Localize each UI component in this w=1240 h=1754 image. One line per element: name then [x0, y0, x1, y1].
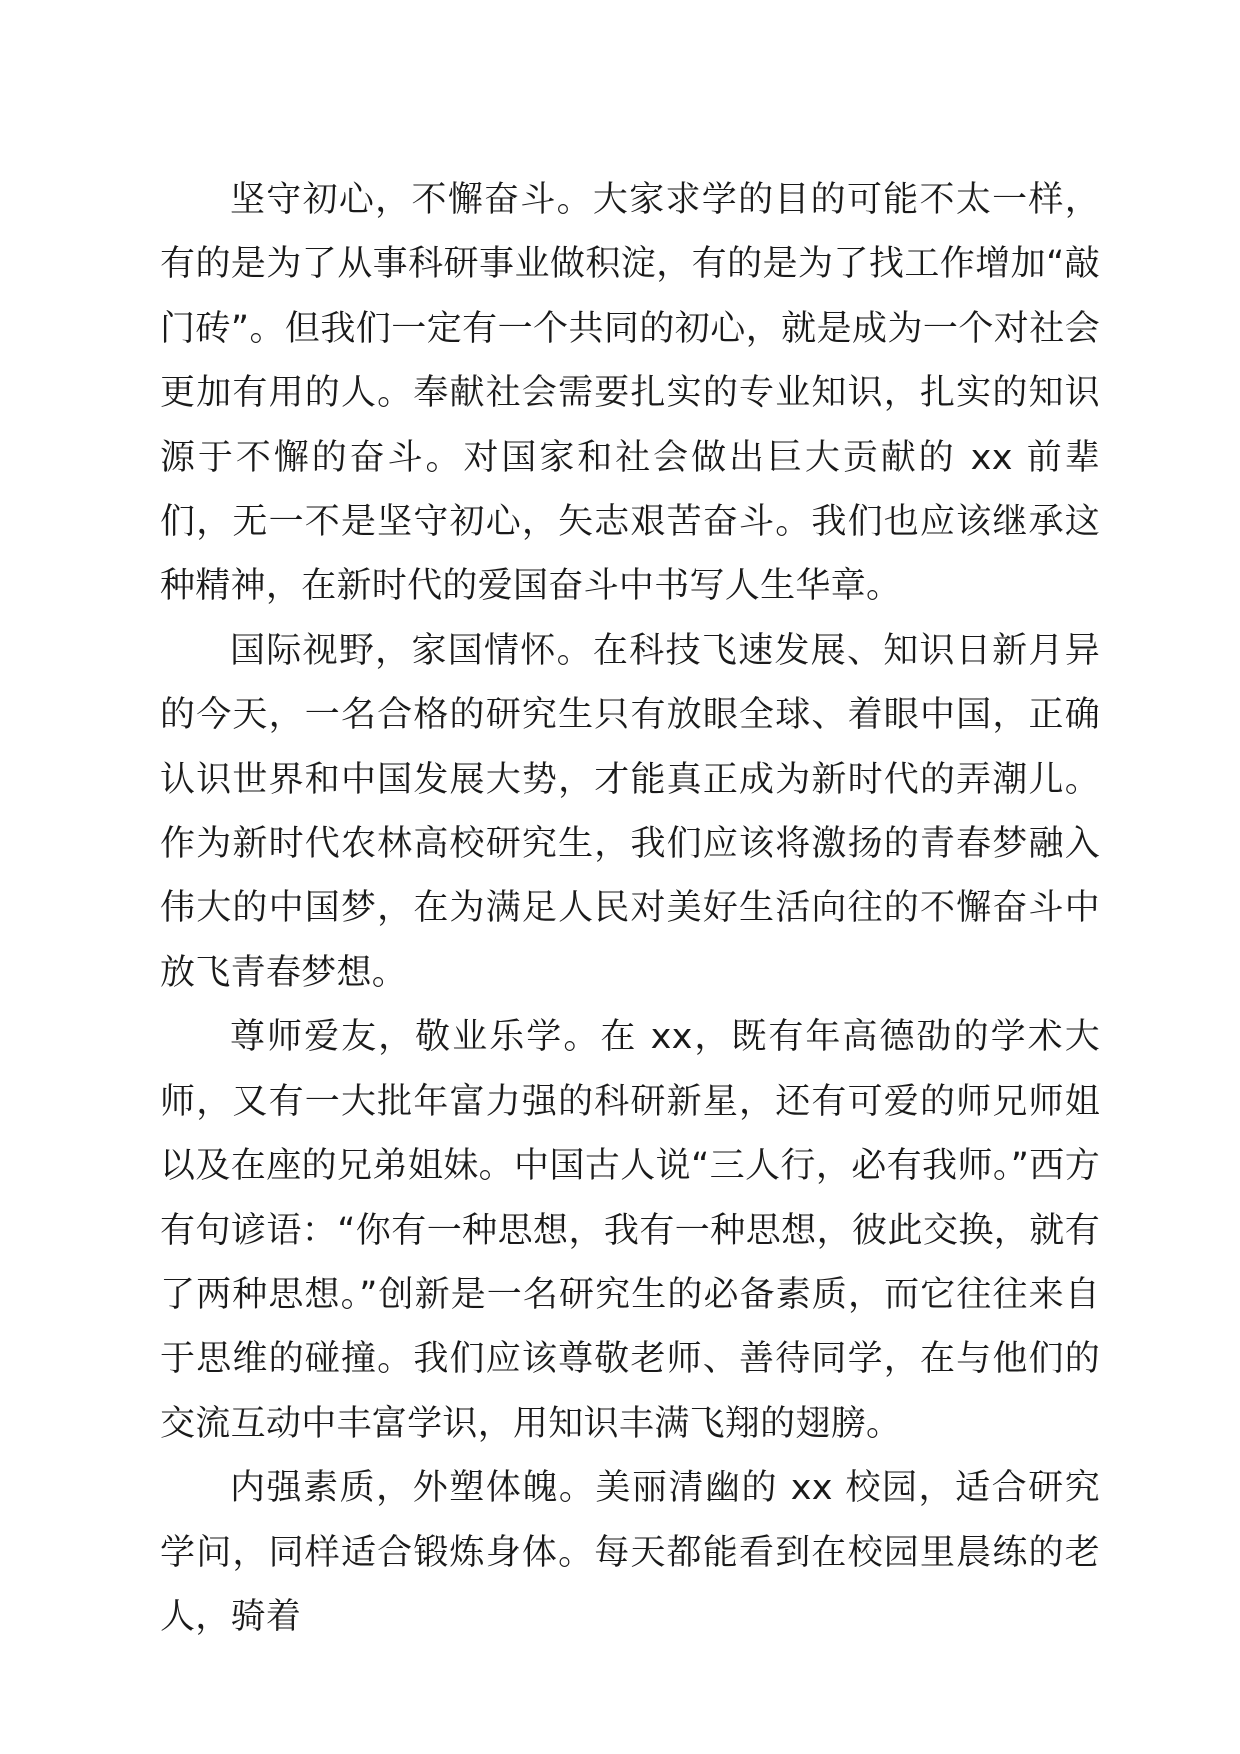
- paragraph-4: 内强素质，外塑体魄。美丽清幽的 xx 校园，适合研究学问，同样适合锻炼身体。每天都能看到在校园里晨练的老人，骑着: [160, 1468, 1100, 1637]
- paragraph-2: 国际视野，家国情怀。在科技飞速发展、知识日新月异的今天，一名合格的研究生只有放眼全球、着眼中国，正确认识世界和中国发展大势，才能真正成为新时代的弄潮儿。作为新时代农林高校研究生，我们应该将激扬的青春梦融入伟大的中国梦，在为满足人民对美好生活向往的不懈奋斗中放飞青春梦想。: [160, 630, 1100, 993]
- document-body: [160, 168, 1100, 1649]
- paragraph-1: 坚守初心，不懈奋斗。大家求学的目的可能不太一样，有的是为了从事科研事业做积淀，有的是为了找工作增加“敲门砖”。但我们一定有一个共同的初心，就是成为一个对社会更加有用的人。奉献社会需要扎实的专业知识，扎实的知识源于不懈的奋斗。对国家和社会做出巨大贡献的 xx 前辈们，无一不是坚守初心，矢志艰苦奋斗。我们也应该继承这种精神，在新时代的爱国奋斗中书写人生华章。: [160, 180, 1100, 607]
- paragraph-3: 尊师爱友，敬业乐学。在 xx，既有年高德劭的学术大师，又有一大批年富力强的科研新星，还有可爱的师兄师姐以及在座的兄弟姐妹。中国古人说“三人行，必有我师。”西方有句谚语：“你有一种思想，我有一种思想，彼此交换，就有了两种思想。”创新是一名研究生的必备素质，而它往往来自于思维的碰撞。我们应该尊敬老师、善待同学，在与他们的交流互动中丰富学识，用知识丰满飞翔的翅膀。: [160, 1017, 1100, 1444]
